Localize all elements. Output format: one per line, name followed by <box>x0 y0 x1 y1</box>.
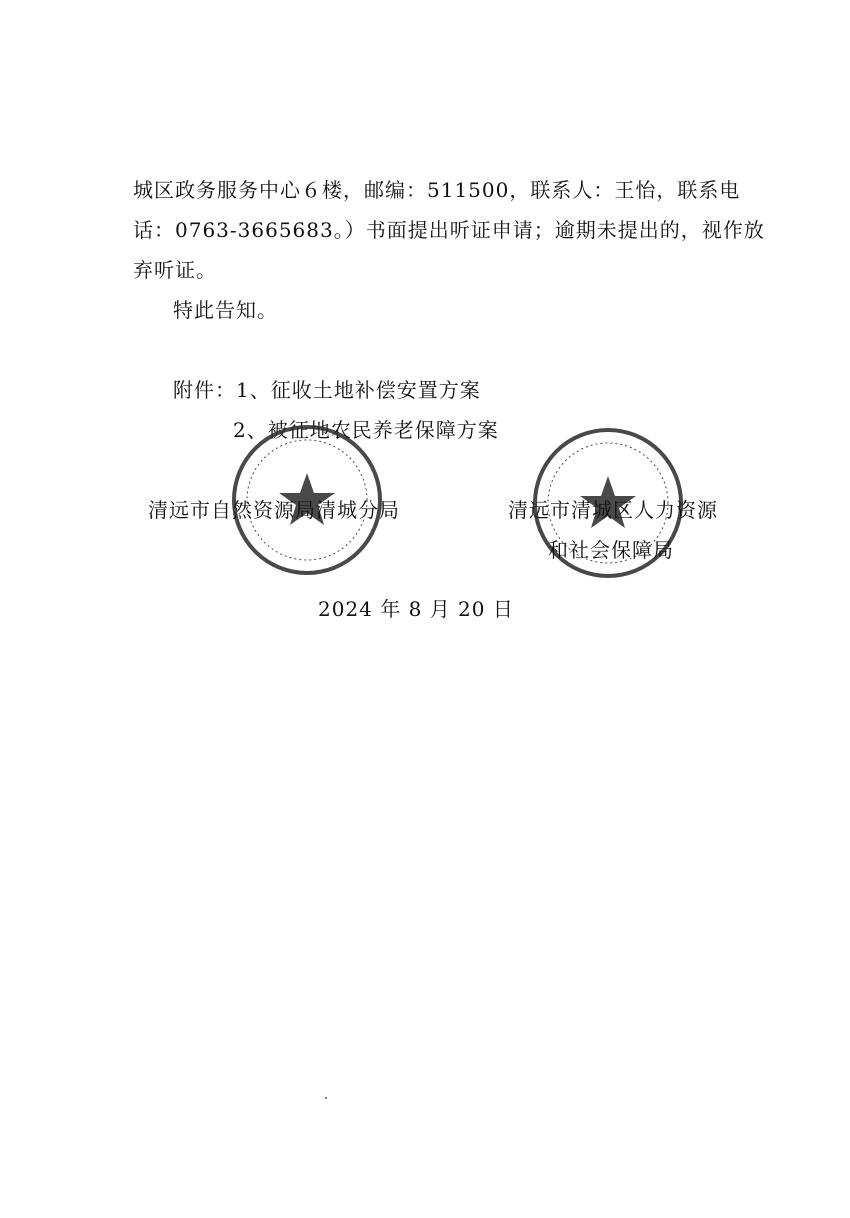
signature-right-line-1: 清远市清城区人力资源 <box>508 498 718 522</box>
signature-left: 清远市自然资源局清城分局 <box>148 498 400 522</box>
scan-speck <box>325 1097 327 1099</box>
closing-text: 特此告知。 <box>173 298 278 322</box>
document-date: 2024 年 8 月 20 日 <box>318 597 514 621</box>
attachment-item-1: 附件：1、征收土地补偿安置方案 <box>173 378 481 402</box>
body-line-1: 城区政务服务中心６楼，邮编：511500，联系人：王怡，联系电 <box>133 178 741 202</box>
body-line-3: 弃听证。 <box>133 258 217 282</box>
attachment-item-2: 2、被征地农民养老保障方案 <box>233 418 499 442</box>
signature-right-line-2: 和社会保障局 <box>548 538 674 562</box>
body-line-2: 话：0763-3665683。）书面提出听证申请；逾期未提出的，视作放 <box>133 218 765 242</box>
